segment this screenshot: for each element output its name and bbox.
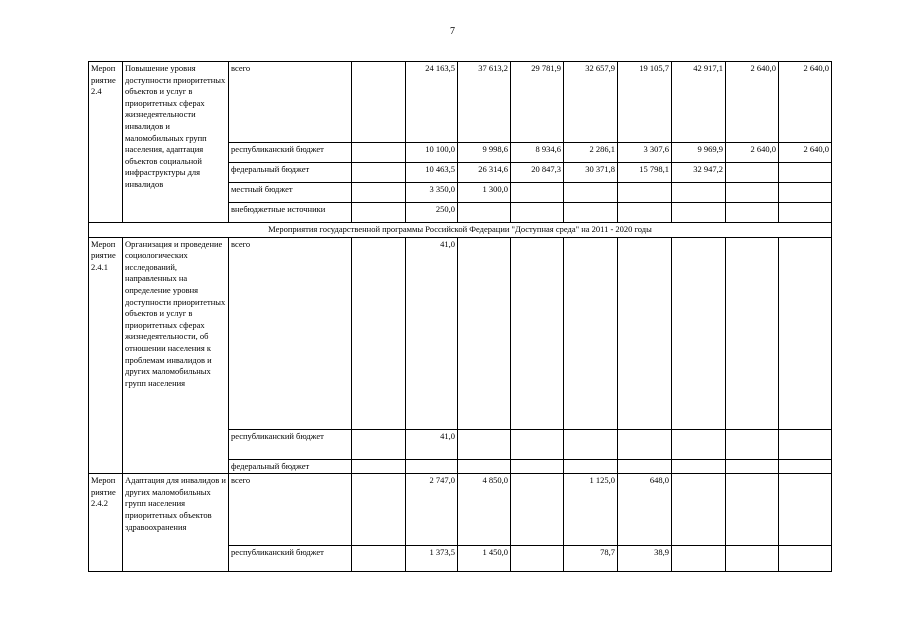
value-cell bbox=[672, 237, 726, 429]
table-row bbox=[89, 62, 832, 143]
extra-cell bbox=[352, 429, 406, 459]
extra-cell bbox=[352, 203, 406, 223]
value-cell bbox=[726, 183, 779, 203]
extra-cell bbox=[352, 143, 406, 163]
value-cell bbox=[564, 459, 618, 474]
value-cell bbox=[672, 183, 726, 203]
value-cell bbox=[779, 163, 832, 183]
value-cell bbox=[511, 459, 564, 474]
extra-cell bbox=[352, 546, 406, 572]
measure-name: Повышение уровня доступности приоритетных объектов и услуг в приоритетных сферах жизнедеятельности инвалидов и маломобильных групп населения, адаптация объектов социальной инфраструктуры для инвалидов bbox=[123, 62, 229, 223]
value-cell: 32 657,9 bbox=[564, 62, 618, 143]
extra-cell bbox=[352, 474, 406, 546]
value-cell bbox=[511, 237, 564, 429]
value-cell bbox=[726, 203, 779, 223]
value-cell: 41,0 bbox=[406, 429, 458, 459]
value-cell bbox=[726, 546, 779, 572]
value-cell bbox=[458, 429, 511, 459]
value-cell bbox=[672, 459, 726, 474]
value-cell: 2 286,1 bbox=[564, 143, 618, 163]
value-cell: 38,9 bbox=[618, 546, 672, 572]
value-cell bbox=[511, 429, 564, 459]
value-cell bbox=[511, 546, 564, 572]
value-cell: 19 105,7 bbox=[618, 62, 672, 143]
value-cell: 3 350,0 bbox=[406, 183, 458, 203]
value-cell bbox=[672, 203, 726, 223]
value-cell bbox=[779, 237, 832, 429]
value-cell bbox=[564, 429, 618, 459]
value-cell bbox=[406, 459, 458, 474]
measure-name: Организация и проведение социологических исследований, направленных на определение уровня доступности приоритетных объектов и услуг в приоритетных сферах жизнедеятельности, об отношении населения к проблемам инвалидов и других маломобильных групп населения bbox=[123, 237, 229, 474]
value-cell: 2 640,0 bbox=[779, 62, 832, 143]
value-cell: 8 934,6 bbox=[511, 143, 564, 163]
value-cell bbox=[779, 474, 832, 546]
value-cell: 1 450,0 bbox=[458, 546, 511, 572]
value-cell bbox=[779, 459, 832, 474]
value-cell: 4 850,0 bbox=[458, 474, 511, 546]
funding-source: внебюджетные источники bbox=[229, 203, 352, 223]
measure-code: Мероп риятие 2.4.2 bbox=[89, 474, 123, 572]
value-cell: 41,0 bbox=[406, 237, 458, 429]
section-row bbox=[89, 223, 832, 238]
table-row bbox=[89, 474, 832, 546]
value-cell: 10 463,5 bbox=[406, 163, 458, 183]
budget-table bbox=[88, 61, 832, 572]
value-cell: 250,0 bbox=[406, 203, 458, 223]
value-cell bbox=[458, 459, 511, 474]
value-cell bbox=[618, 237, 672, 429]
value-cell: 2 640,0 bbox=[726, 62, 779, 143]
value-cell bbox=[458, 237, 511, 429]
value-cell bbox=[726, 429, 779, 459]
value-cell: 1 373,5 bbox=[406, 546, 458, 572]
value-cell bbox=[511, 474, 564, 546]
value-cell bbox=[726, 163, 779, 183]
value-cell bbox=[564, 237, 618, 429]
value-cell bbox=[779, 183, 832, 203]
value-cell bbox=[458, 203, 511, 223]
value-cell bbox=[672, 546, 726, 572]
measure-name: Адаптация для инвалидов и других маломобильных групп населения приоритетных объектов здравоохранения bbox=[123, 474, 229, 572]
funding-source: всего bbox=[229, 237, 352, 429]
value-cell bbox=[726, 237, 779, 429]
value-cell: 3 307,6 bbox=[618, 143, 672, 163]
value-cell: 9 969,9 bbox=[672, 143, 726, 163]
funding-source: республиканский бюджет bbox=[229, 143, 352, 163]
extra-cell bbox=[352, 237, 406, 429]
funding-source: местный бюджет bbox=[229, 183, 352, 203]
value-cell bbox=[726, 459, 779, 474]
value-cell bbox=[618, 203, 672, 223]
value-cell: 2 640,0 bbox=[779, 143, 832, 163]
section-heading: Мероприятия государственной программы Российской Федерации "Доступная среда" на 2011 - 2020 годы bbox=[89, 223, 832, 238]
value-cell: 24 163,5 bbox=[406, 62, 458, 143]
measure-code: Мероп риятие 2.4 bbox=[89, 62, 123, 223]
value-cell: 30 371,8 bbox=[564, 163, 618, 183]
value-cell bbox=[618, 429, 672, 459]
value-cell: 10 100,0 bbox=[406, 143, 458, 163]
value-cell bbox=[511, 183, 564, 203]
value-cell bbox=[726, 474, 779, 546]
extra-cell bbox=[352, 183, 406, 203]
value-cell bbox=[511, 203, 564, 223]
measure-code: Мероп риятие 2.4.1 bbox=[89, 237, 123, 474]
value-cell: 648,0 bbox=[618, 474, 672, 546]
value-cell bbox=[618, 183, 672, 203]
funding-source: республиканский бюджет bbox=[229, 429, 352, 459]
value-cell: 42 917,1 bbox=[672, 62, 726, 143]
value-cell: 78,7 bbox=[564, 546, 618, 572]
funding-source: всего bbox=[229, 62, 352, 143]
funding-source: федеральный бюджет bbox=[229, 163, 352, 183]
extra-cell bbox=[352, 459, 406, 474]
value-cell: 2 640,0 bbox=[726, 143, 779, 163]
value-cell: 29 781,9 bbox=[511, 62, 564, 143]
value-cell: 26 314,6 bbox=[458, 163, 511, 183]
value-cell: 1 125,0 bbox=[564, 474, 618, 546]
value-cell bbox=[564, 183, 618, 203]
value-cell: 9 998,6 bbox=[458, 143, 511, 163]
value-cell bbox=[779, 546, 832, 572]
value-cell: 37 613,2 bbox=[458, 62, 511, 143]
value-cell: 1 300,0 bbox=[458, 183, 511, 203]
value-cell: 32 947,2 bbox=[672, 163, 726, 183]
value-cell bbox=[564, 203, 618, 223]
value-cell: 15 798,1 bbox=[618, 163, 672, 183]
value-cell bbox=[672, 474, 726, 546]
page-number: 7 bbox=[450, 26, 455, 37]
funding-source: всего bbox=[229, 474, 352, 546]
value-cell: 2 747,0 bbox=[406, 474, 458, 546]
funding-source: федеральный бюджет bbox=[229, 459, 352, 474]
value-cell bbox=[779, 203, 832, 223]
value-cell bbox=[779, 429, 832, 459]
value-cell: 20 847,3 bbox=[511, 163, 564, 183]
extra-cell bbox=[352, 163, 406, 183]
value-cell bbox=[672, 429, 726, 459]
value-cell bbox=[618, 459, 672, 474]
extra-cell bbox=[352, 62, 406, 143]
table-row bbox=[89, 237, 832, 429]
funding-source: республиканский бюджет bbox=[229, 546, 352, 572]
